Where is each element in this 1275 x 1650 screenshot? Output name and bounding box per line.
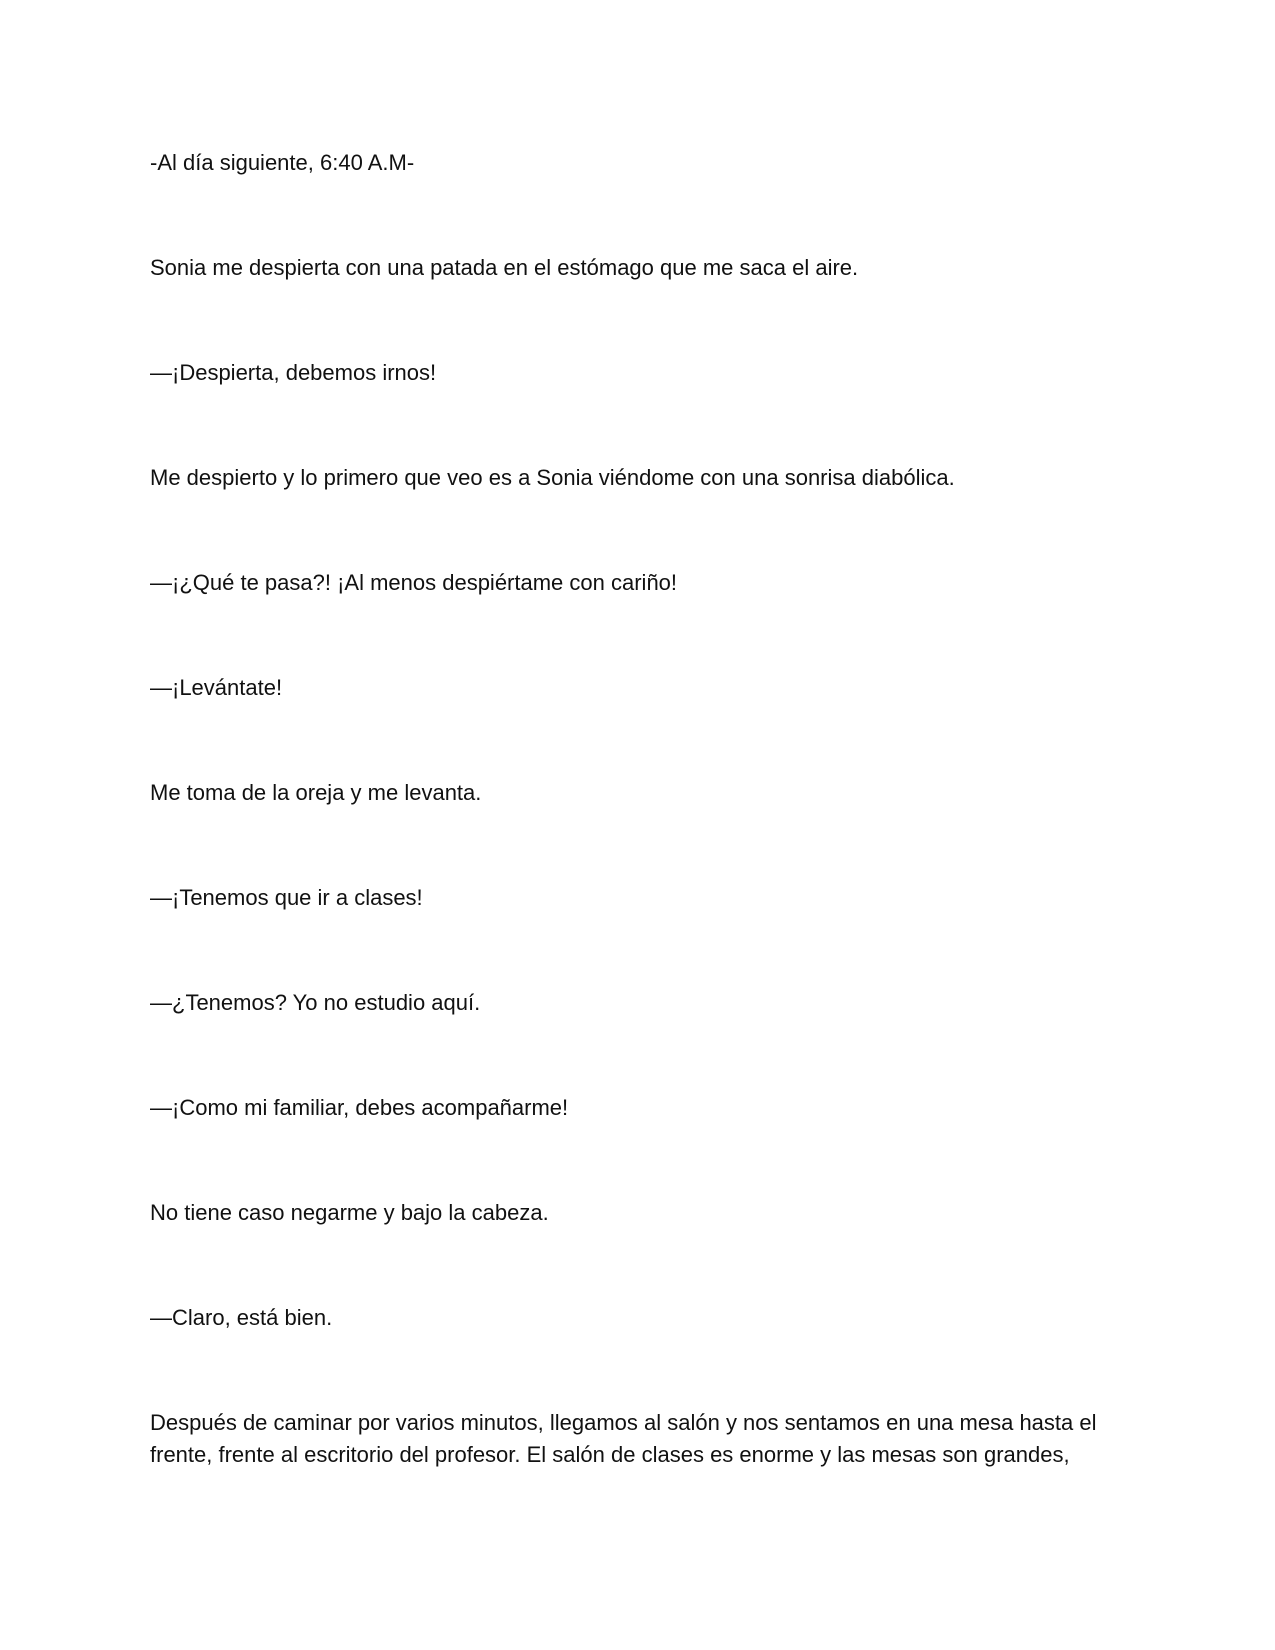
paragraph-dialogue: —¡Tenemos que ir a clases! xyxy=(150,885,423,910)
paragraph-dialogue: —¿Tenemos? Yo no estudio aquí. xyxy=(150,990,481,1015)
paragraph-dialogue: —¡¿Qué te pasa?! ¡Al menos despiértame con cariño! xyxy=(150,570,678,595)
paragraph-timestamp: -Al día siguiente, 6:40 A.M- xyxy=(150,150,415,175)
paragraph-narration: Me despierto y lo primero que veo es a Sonia viéndome con una sonrisa diabólica. xyxy=(150,465,955,490)
paragraph-dialogue: —¡Levántate! xyxy=(150,675,283,700)
paragraph-narration: Sonia me despierta con una patada en el estómago que me saca el aire. xyxy=(150,255,859,280)
paragraph-narration: Me toma de la oreja y me levanta. xyxy=(150,780,482,805)
paragraph-narration: No tiene caso negarme y bajo la cabeza. xyxy=(150,1200,549,1225)
paragraph-narration: Después de caminar por varios minutos, llegamos al salón y nos sentamos en una mesa hasta el frente, frente al escritorio del profesor. El salón de clases es enorme y las mesas son grandes, xyxy=(150,1410,1097,1467)
paragraph-dialogue: —¡Despierta, debemos irnos! xyxy=(150,360,437,385)
paragraph-dialogue: —Claro, está bien. xyxy=(150,1305,333,1330)
paragraph-dialogue: —¡Como mi familiar, debes acompañarme! xyxy=(150,1095,569,1120)
